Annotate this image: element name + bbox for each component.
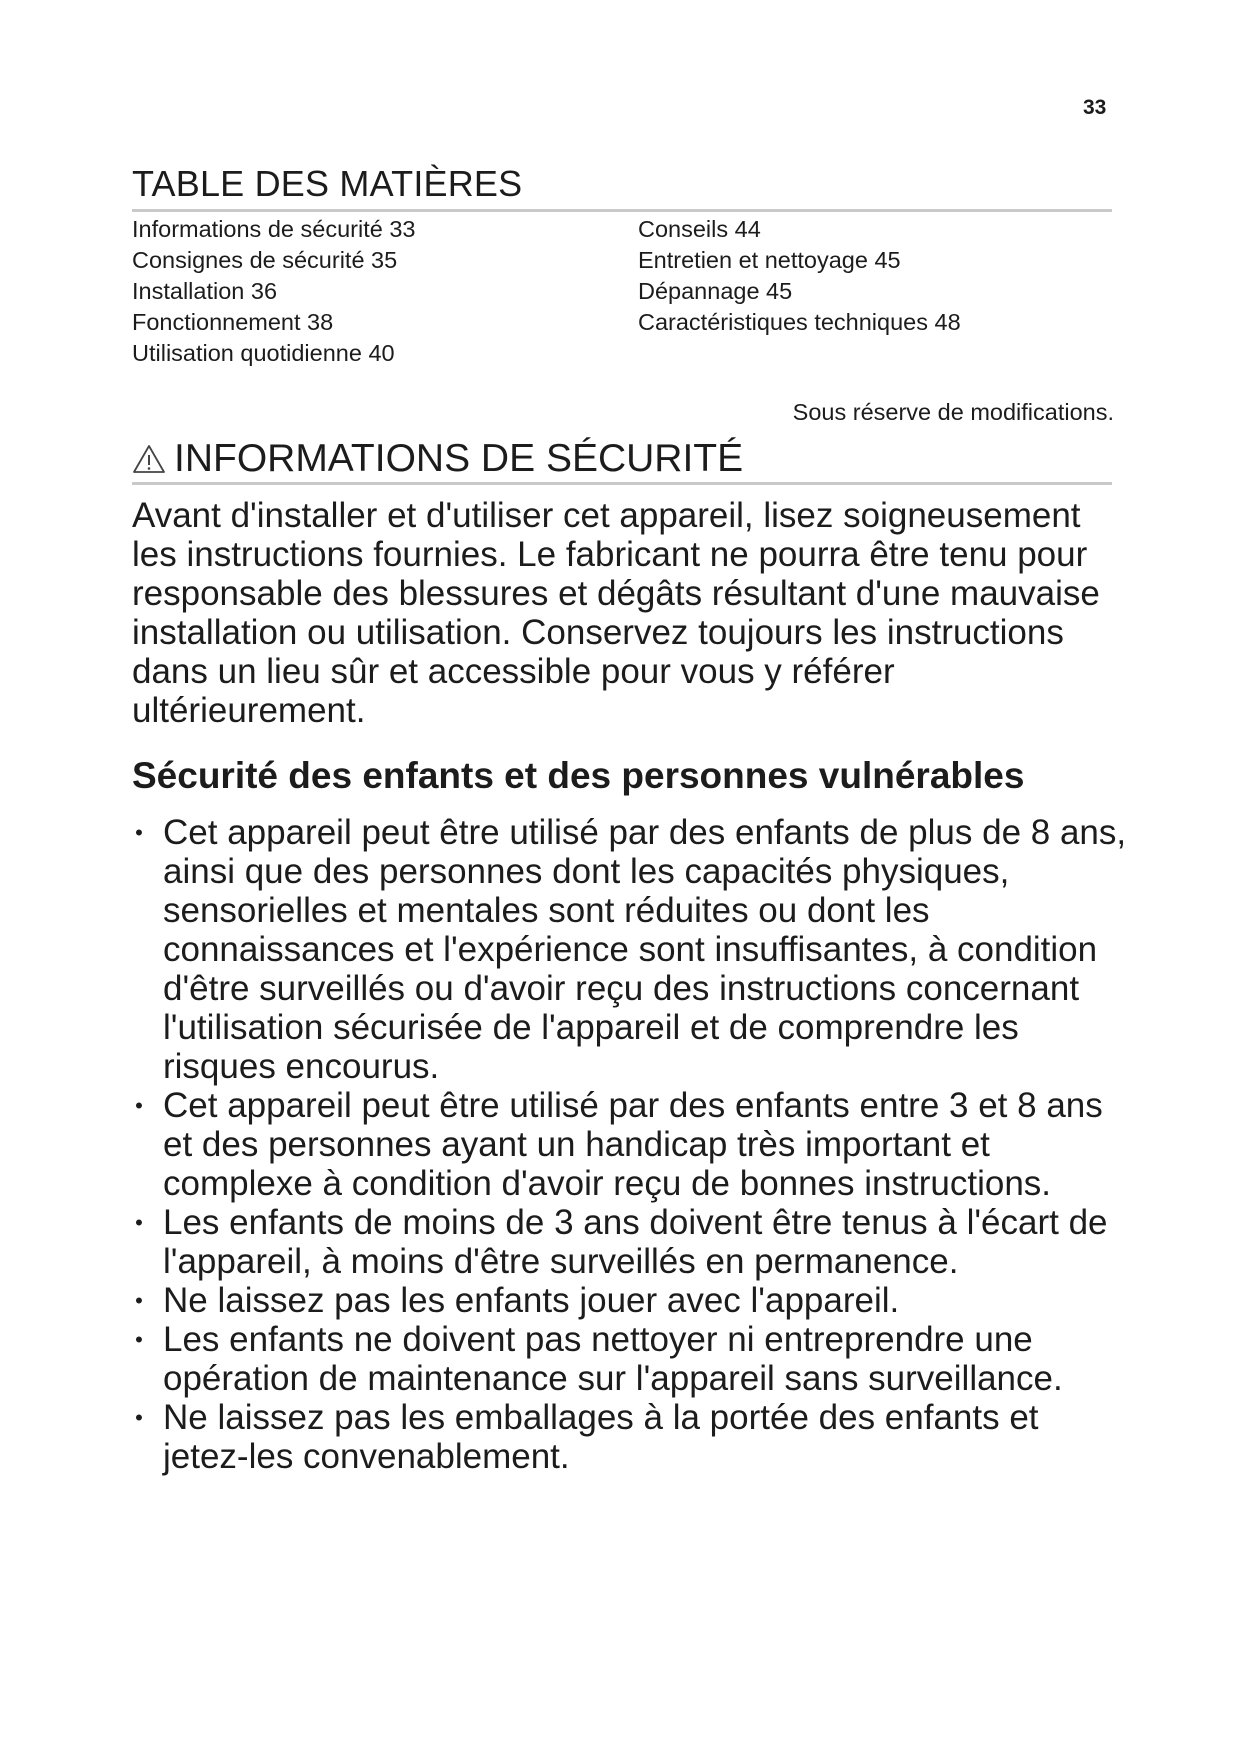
list-item-text: Cet appareil peut être utilisé par des enfants de plus de 8 ans, ainsi que des personnes dont les capacités physiques, sensorielles et mentales sont réduites ou dont les connaissances et l'expérience sont insuffisantes, à condition d'être surveillés ou d'avoir reçu des instructions concernant l'utilisation sécurisée de l'appareil et de comprendre les risques encourus.	[163, 813, 1127, 1086]
list-item	[132, 1203, 1132, 1281]
list-item	[132, 1398, 1132, 1476]
safety-divider	[132, 482, 1112, 485]
bullet-icon: •	[135, 1405, 143, 1430]
safety-heading	[132, 437, 743, 481]
safety-intro: Avant d'installer et d'utiliser cet appareil, lisez soigneusement les instructions fournies. Le fabricant ne pourra être tenu pour responsable des blessures et dégâts résultant d'une mauvaise installation ou utilisation. Conservez toujours les instructions dans un lieu sûr et accessible pour vous y référer ultérieurement.	[132, 496, 1100, 730]
toc-entry[interactable]: Fonctionnement 38	[132, 309, 334, 335]
safety-heading-text: INFORMATIONS DE SÉCURITÉ	[174, 437, 744, 480]
list-item-text: Les enfants de moins de 3 ans doivent être tenus à l'écart de l'appareil, à moins d'être surveillés en permanence.	[163, 1203, 1108, 1281]
toc-title: TABLE DES MATIÈRES	[132, 163, 523, 204]
reserve-note: Sous réserve de modifications.	[792, 399, 1114, 425]
toc-entry[interactable]: Entretien et nettoyage 45	[638, 247, 901, 273]
bullet-icon: •	[135, 1288, 143, 1313]
list-item-text: Ne laissez pas les enfants jouer avec l'appareil.	[163, 1281, 900, 1320]
list-item	[132, 1086, 1132, 1203]
toc-entry[interactable]: Informations de sécurité 33	[132, 216, 416, 242]
bullet-icon: •	[135, 1327, 143, 1352]
toc-entry[interactable]: Conseils 44	[638, 216, 761, 242]
bullet-icon: •	[135, 1093, 143, 1118]
toc-entry[interactable]: Dépannage 45	[638, 278, 793, 304]
list-item-text: Cet appareil peut être utilisé par des enfants entre 3 et 8 ans et des personnes ayant un handicap très important et complexe à condition d'avoir reçu de bonnes instructions.	[163, 1086, 1103, 1203]
toc-entry[interactable]: Consignes de sécurité 35	[132, 247, 398, 273]
toc-entry[interactable]: Caractéristiques techniques 48	[638, 309, 961, 335]
warning-triangle-icon	[132, 444, 166, 474]
toc-left-column	[132, 214, 415, 369]
bullet-icon: •	[135, 820, 143, 845]
children-safety-list	[132, 813, 1132, 1476]
list-item	[132, 1320, 1132, 1398]
toc-entry[interactable]: Installation 36	[132, 278, 278, 304]
page-number: 33	[1083, 96, 1107, 119]
toc-right-column	[638, 214, 961, 338]
list-item	[132, 813, 1132, 1086]
list-item-text: Les enfants ne doivent pas nettoyer ni entreprendre une opération de maintenance sur l'appareil sans surveillance.	[163, 1320, 1063, 1398]
toc-divider	[132, 209, 1112, 212]
bullet-icon: •	[135, 1210, 143, 1235]
list-item-text: Ne laissez pas les emballages à la portée des enfants et jetez-les convenablement.	[163, 1398, 1039, 1476]
list-item	[132, 1281, 1132, 1320]
toc-entry[interactable]: Utilisation quotidienne 40	[132, 340, 395, 366]
children-safety-heading: Sécurité des enfants et des personnes vulnérables	[132, 755, 1025, 796]
